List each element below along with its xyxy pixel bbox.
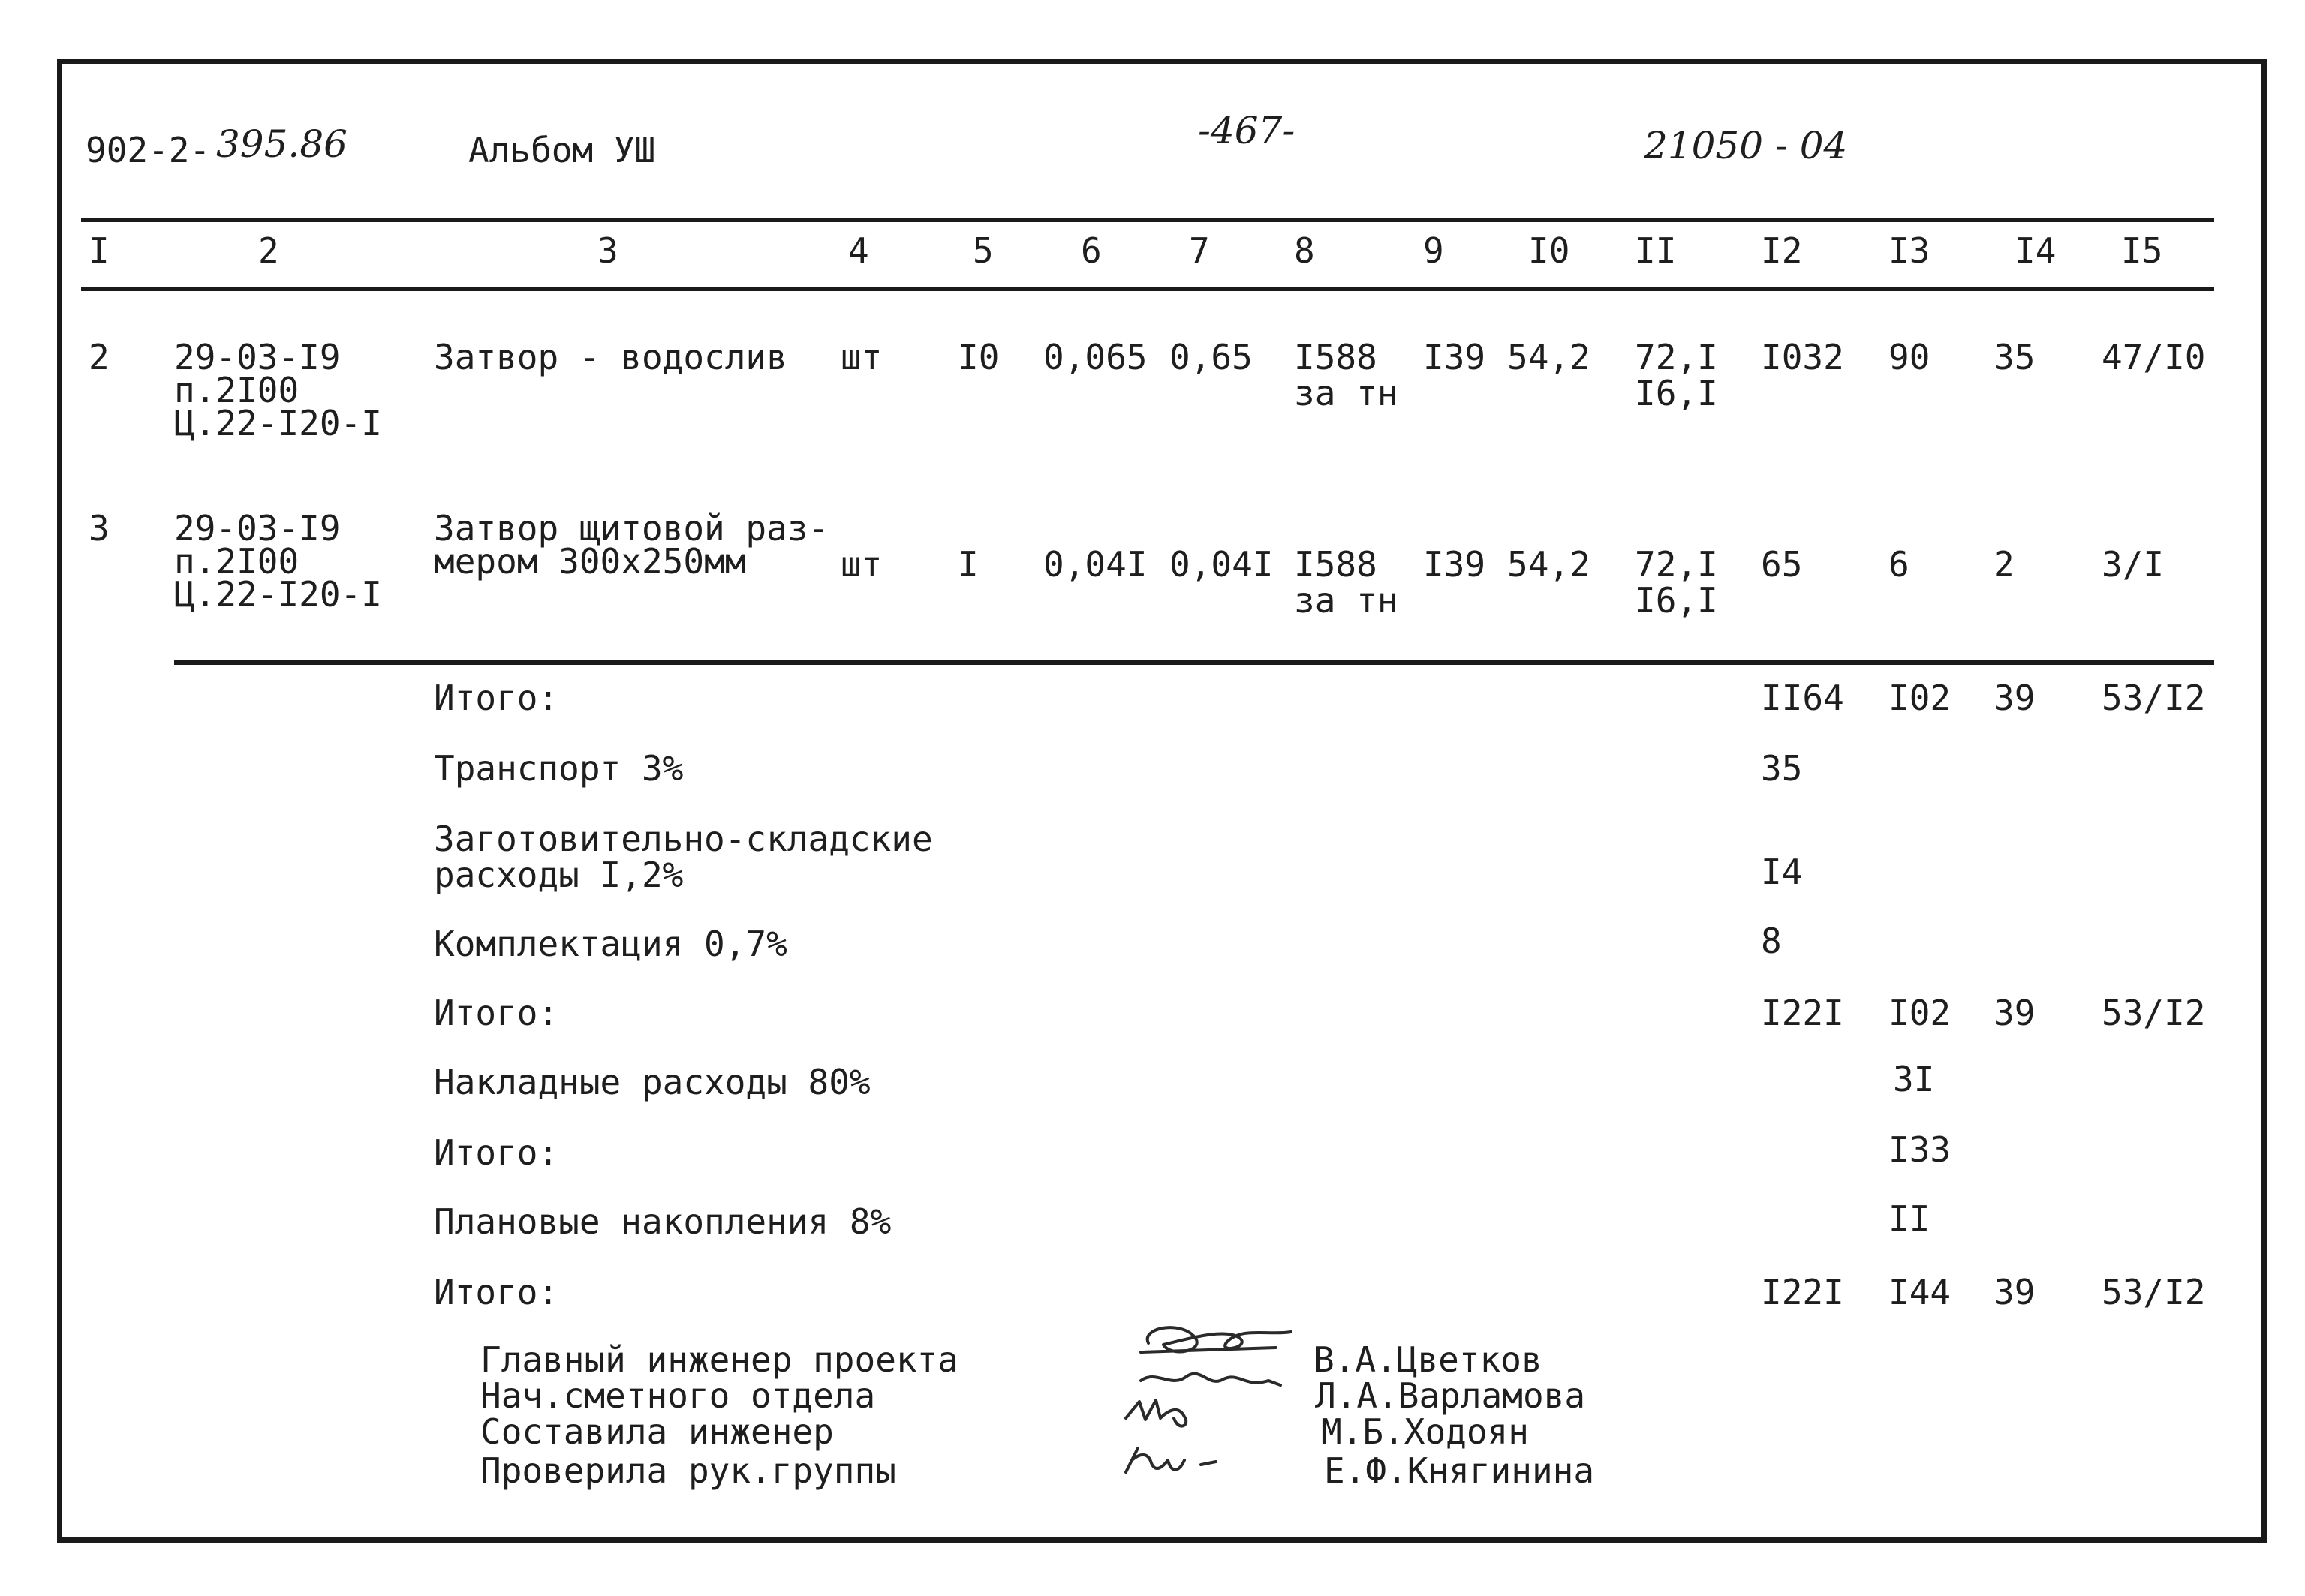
row-col11: I6,I [1635, 580, 1718, 621]
col-head-4: 4 [848, 230, 869, 271]
row-col10: 54,2 [1507, 544, 1590, 585]
row-col8: I588 [1294, 544, 1377, 585]
doc-number: 395.86 [216, 122, 348, 166]
row-col11: 72,I [1635, 337, 1718, 377]
totals-col13: I44 [1888, 1272, 1951, 1312]
totals-label: Транспорт 3% [434, 748, 684, 789]
col-head-9: 9 [1423, 230, 1444, 271]
col-head-3: 3 [597, 230, 618, 271]
totals-col12: 35 [1761, 748, 1803, 789]
col-head-10: I0 [1528, 230, 1570, 271]
col-head-12: I2 [1761, 230, 1803, 271]
row-col8: за тн [1294, 373, 1398, 413]
row-col8: I588 [1294, 337, 1377, 377]
row-col11: 72,I [1635, 544, 1718, 585]
col-head-1: I [89, 230, 110, 271]
row-name: Затвор - водослив [434, 337, 787, 377]
row-col15: 3/I [2102, 544, 2165, 585]
totals-col12: II64 [1761, 678, 1844, 718]
totals-col15: 53/I2 [2102, 678, 2206, 718]
totals-col13: II [1888, 1198, 1930, 1239]
row-name: Затвор щитовой раз- [434, 508, 829, 549]
signature-role: Главный инженер проекта [480, 1339, 958, 1380]
totals-col14: 39 [1994, 1272, 2036, 1312]
row-code: 29-03-I9 [174, 508, 341, 549]
col-head-6: 6 [1081, 230, 1102, 271]
totals-label: Комплектация 0,7% [434, 924, 787, 964]
signature-name: Е.Ф.Княгинина [1324, 1450, 1595, 1491]
row-unit: шт [841, 337, 883, 377]
album-label: Альбом УШ [468, 130, 656, 170]
row-code: п.2I00 [174, 370, 299, 410]
totals-label: Плановые накопления 8% [434, 1201, 892, 1242]
col-head-11: II [1635, 230, 1677, 271]
row-col7: 0,04I [1169, 544, 1274, 585]
row-col6: 0,04I [1043, 544, 1148, 585]
row-number: 3 [89, 508, 110, 549]
totals-label: Накладные расходы 80% [434, 1062, 871, 1102]
row-col14: 2 [1994, 544, 2015, 585]
row-col10: 54,2 [1507, 337, 1590, 377]
totals-label: Заготовительно-складские [434, 819, 933, 859]
signature-role: Нач.сметного отдела [480, 1375, 876, 1416]
totals-col12: I22I [1761, 1272, 1844, 1312]
col-head-7: 7 [1189, 230, 1210, 271]
row-col9: I39 [1423, 337, 1486, 377]
signature-name: М.Б.Ходоян [1321, 1411, 1529, 1452]
totals-col13: I33 [1888, 1129, 1951, 1170]
col-head-5: 5 [973, 230, 994, 271]
totals-label: Итого: [434, 678, 559, 718]
row-col7: 0,65 [1169, 337, 1253, 377]
row-col9: I39 [1423, 544, 1486, 585]
sheet-code: 21050 - 04 [1644, 124, 1848, 167]
row-code: Ц.22-I20-I [174, 403, 382, 443]
row-col6: 0,065 [1043, 337, 1148, 377]
header-rule-bottom [81, 287, 2214, 291]
totals-col12: I22I [1761, 993, 1844, 1033]
col-head-15: I5 [2121, 230, 2163, 271]
row-unit: шт [841, 544, 883, 585]
row-col15: 47/I0 [2102, 337, 2206, 377]
totals-col13: I02 [1888, 993, 1951, 1033]
row-number: 2 [89, 337, 110, 377]
signature-name: В.А.Цветков [1313, 1339, 1542, 1380]
row-qty: I [958, 544, 979, 585]
row-col11: I6,I [1635, 373, 1718, 413]
row-col12: I032 [1761, 337, 1844, 377]
col-head-2: 2 [258, 230, 279, 271]
header-rule-top [81, 218, 2214, 222]
totals-col12: 8 [1761, 921, 1782, 961]
totals-label: Итого: [434, 1272, 559, 1312]
totals-label: Итого: [434, 993, 559, 1033]
row-name: мером 300х250мм [434, 541, 746, 582]
row-qty: I0 [958, 337, 1000, 377]
totals-label: Итого: [434, 1132, 559, 1173]
totals-label: расходы I,2% [434, 855, 684, 895]
row-col8: за тн [1294, 580, 1398, 621]
page-number: -467- [1198, 109, 1295, 152]
col-head-14: I4 [2015, 230, 2057, 271]
signature-name: Л.А.Варламова [1315, 1375, 1586, 1416]
row-col12: 65 [1761, 544, 1803, 585]
totals-col15: 53/I2 [2102, 1272, 2206, 1312]
row-code: Ц.22-I20-I [174, 574, 382, 615]
totals-col15: 53/I2 [2102, 993, 2206, 1033]
totals-col14: 39 [1994, 678, 2036, 718]
doc-prefix: 902-2- [86, 130, 211, 170]
totals-col13: I02 [1888, 678, 1951, 718]
row-col14: 35 [1994, 337, 2036, 377]
totals-col13: 3I [1893, 1059, 1935, 1099]
row-code: 29-03-I9 [174, 337, 341, 377]
totals-col12: I4 [1761, 852, 1803, 892]
signature-role: Проверила рук.группы [480, 1450, 896, 1491]
handwritten-signatures [1096, 1306, 1351, 1486]
totals-col14: 39 [1994, 993, 2036, 1033]
row-col13: 6 [1888, 544, 1909, 585]
row-code: п.2I00 [174, 541, 299, 582]
totals-rule [174, 660, 2214, 665]
col-head-8: 8 [1294, 230, 1315, 271]
row-col13: 90 [1888, 337, 1930, 377]
col-head-13: I3 [1888, 230, 1930, 271]
signature-role: Составила инженер [480, 1411, 834, 1452]
